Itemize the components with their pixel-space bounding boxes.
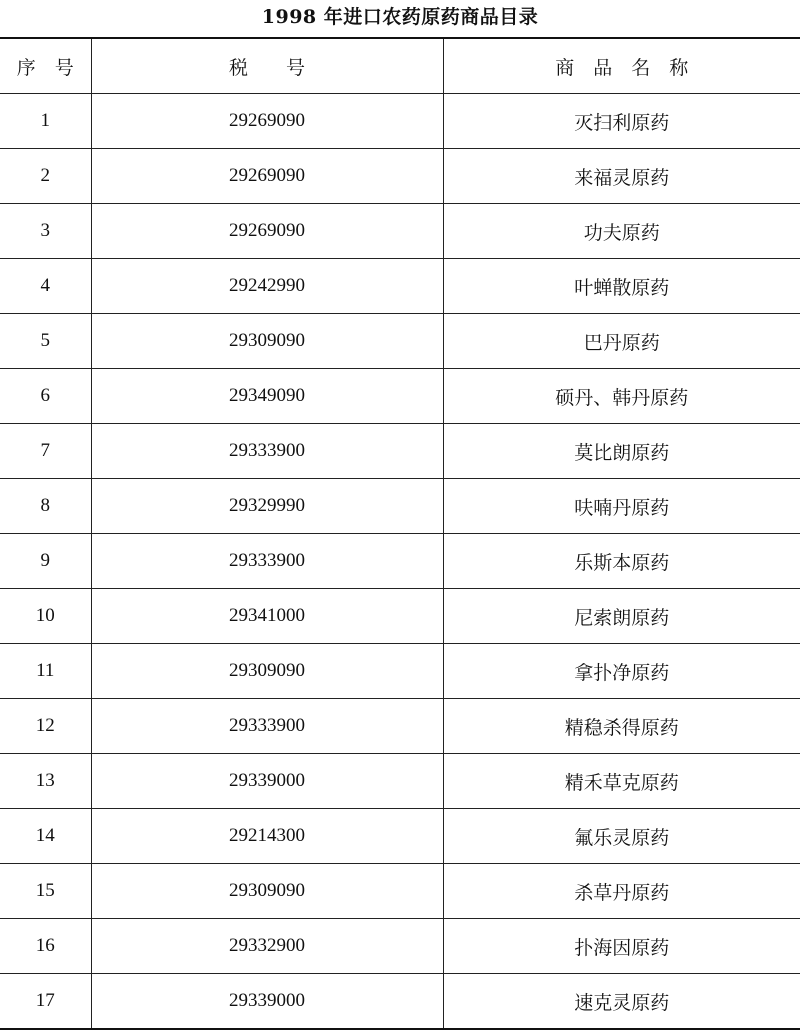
row-tax-number: 29332900	[91, 919, 443, 974]
row-seq: 2	[0, 149, 91, 204]
row-product-name: 精稳杀得原药	[443, 699, 800, 754]
row-product-name: 扑海因原药	[443, 919, 800, 974]
row-seq: 1	[0, 94, 91, 149]
row-product-name: 尼索朗原药	[443, 589, 800, 644]
table-row	[0, 919, 800, 974]
table-row	[0, 94, 800, 149]
table-row	[0, 809, 800, 864]
table-row	[0, 369, 800, 424]
table-row	[0, 974, 800, 1030]
table-row	[0, 754, 800, 809]
row-tax-number: 29269090	[91, 94, 443, 149]
table-header	[0, 38, 800, 94]
row-tax-number: 29269090	[91, 149, 443, 204]
row-tax-number: 29242990	[91, 259, 443, 314]
row-seq: 14	[0, 809, 91, 864]
row-tax-number: 29339000	[91, 754, 443, 809]
row-seq: 3	[0, 204, 91, 259]
table-row	[0, 479, 800, 534]
row-tax-number: 29341000	[91, 589, 443, 644]
row-tax-number: 29269090	[91, 204, 443, 259]
row-seq: 15	[0, 864, 91, 919]
row-tax-number: 29329990	[91, 479, 443, 534]
row-product-name: 呋喃丹原药	[443, 479, 800, 534]
row-seq: 8	[0, 479, 91, 534]
table-row	[0, 314, 800, 369]
page-title: 1998 年进口农药原药商品目录	[261, 6, 539, 28]
header-seq: 序 号	[0, 38, 91, 94]
row-seq: 17	[0, 974, 91, 1030]
row-product-name: 巴丹原药	[443, 314, 800, 369]
row-product-name: 杀草丹原药	[443, 864, 800, 919]
row-tax-number: 29309090	[91, 644, 443, 699]
row-seq: 7	[0, 424, 91, 479]
row-seq: 10	[0, 589, 91, 644]
row-product-name: 功夫原药	[443, 204, 800, 259]
row-seq: 9	[0, 534, 91, 589]
row-seq: 11	[0, 644, 91, 699]
table-body	[0, 94, 800, 1030]
table-row	[0, 204, 800, 259]
row-tax-number: 29333900	[91, 534, 443, 589]
row-seq: 6	[0, 369, 91, 424]
row-product-name: 氟乐灵原药	[443, 809, 800, 864]
table-row	[0, 644, 800, 699]
header-tax-number: 税 号	[91, 38, 443, 94]
row-seq: 13	[0, 754, 91, 809]
row-product-name: 硕丹、韩丹原药	[443, 369, 800, 424]
table-row	[0, 699, 800, 754]
row-seq: 12	[0, 699, 91, 754]
row-product-name: 拿扑净原药	[443, 644, 800, 699]
row-tax-number: 29333900	[91, 699, 443, 754]
row-tax-number: 29214300	[91, 809, 443, 864]
table-row	[0, 534, 800, 589]
row-tax-number: 29309090	[91, 314, 443, 369]
header-product-name: 商 品 名 称	[443, 38, 800, 94]
table-row	[0, 149, 800, 204]
row-product-name: 来福灵原药	[443, 149, 800, 204]
row-seq: 16	[0, 919, 91, 974]
row-tax-number: 29349090	[91, 369, 443, 424]
row-tax-number: 29339000	[91, 974, 443, 1030]
row-product-name: 精禾草克原药	[443, 754, 800, 809]
table-row	[0, 424, 800, 479]
row-tax-number: 29309090	[91, 864, 443, 919]
table-row	[0, 259, 800, 314]
row-product-name: 叶蝉散原药	[443, 259, 800, 314]
header-row	[0, 38, 800, 94]
table-row	[0, 589, 800, 644]
table-row	[0, 864, 800, 919]
row-product-name: 灭扫利原药	[443, 94, 800, 149]
row-seq: 5	[0, 314, 91, 369]
row-tax-number: 29333900	[91, 424, 443, 479]
row-product-name: 速克灵原药	[443, 974, 800, 1030]
row-product-name: 乐斯本原药	[443, 534, 800, 589]
row-seq: 4	[0, 259, 91, 314]
row-product-name: 莫比朗原药	[443, 424, 800, 479]
catalog-table	[0, 37, 800, 1030]
